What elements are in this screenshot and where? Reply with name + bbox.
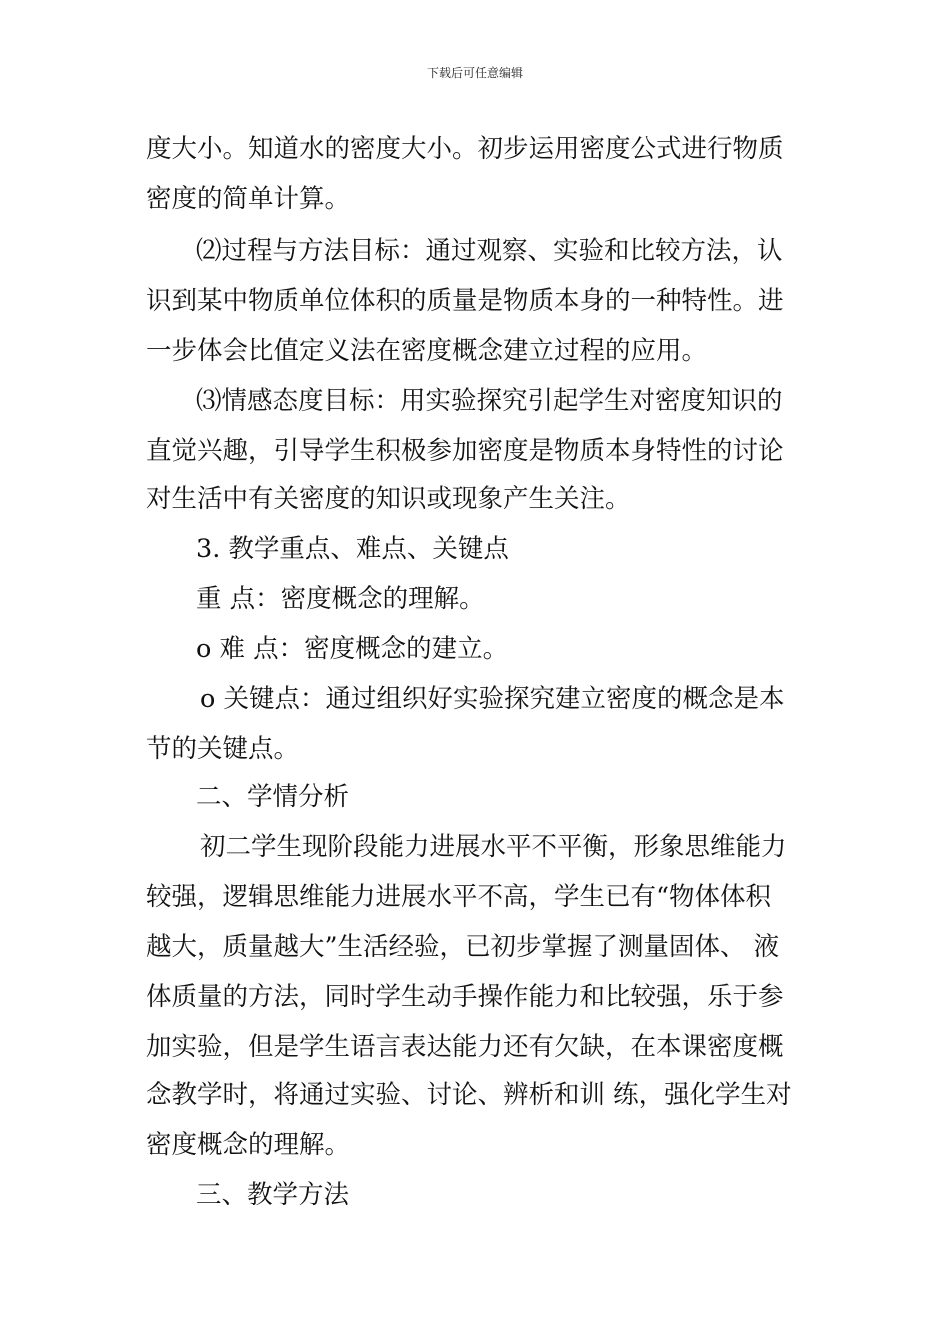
- text-line: 较强，逻辑思维能力进展水平不高，学生已有“物体体积: [146, 882, 772, 912]
- text-line: 越大，质量越大”生活经验，已初步掌握了测量固体、 液: [146, 932, 780, 962]
- text-line: o 关键点：通过组织好实验探究建立密度的概念是本: [200, 684, 785, 714]
- page-header: 下载后可任意编辑: [426, 66, 523, 80]
- text-line: 节的关键点。: [146, 734, 300, 764]
- text-line: ⑵过程与方法目标：通过观察、实验和比较方法，认: [196, 236, 783, 266]
- text-line: ⑶情感态度目标：用实验探究引起学生对密度知识的: [196, 386, 783, 416]
- text-line: 对生活中有关密度的知识或现象产生关注。: [146, 484, 631, 514]
- text-line: 念教学时，将通过实验、讨论、辨析和训 练，强化学生对: [146, 1080, 792, 1110]
- section-heading: 3. 教学重点、难点、关键点: [196, 534, 509, 564]
- text-line: 度大小。知道水的密度大小。初步运用密度公式进行物质: [146, 134, 784, 164]
- text-line: 密度的简单计算。: [146, 184, 351, 214]
- text-line: 重 点：密度概念的理解。: [196, 584, 485, 614]
- text-line: 加实验，但是学生语言表达能力还有欠缺，在本课密度概: [146, 1032, 784, 1062]
- text-line: 初二学生现阶段能力进展水平不平衡，形象思维能力: [200, 832, 787, 862]
- text-line: 一步体会比值定义法在密度概念建立过程的应用。: [146, 336, 708, 366]
- text-line: 密度概念的理解。: [146, 1130, 351, 1160]
- text-line: o 难 点：密度概念的建立。: [196, 634, 509, 664]
- text-line: 直觉兴趣，引导学生积极参加密度是物质本身特性的讨论: [146, 436, 784, 466]
- text-line: 识到某中物质单位体积的质量是物质本身的一种特性。进: [146, 286, 784, 316]
- text-line: 体质量的方法，同时学生动手操作能力和比较强，乐于参: [146, 982, 784, 1012]
- section-heading: 三、教学方法: [196, 1180, 350, 1210]
- section-heading: 二、学情分析: [196, 782, 350, 812]
